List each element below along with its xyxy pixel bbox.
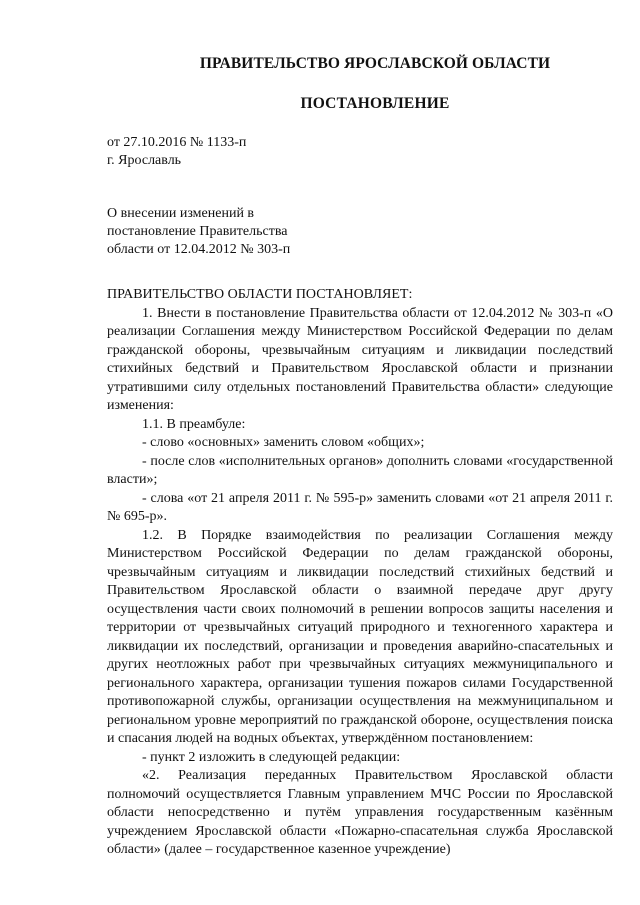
paragraph-1-1: 1.1. В преамбуле: bbox=[142, 416, 246, 432]
government-title: ПРАВИТЕЛЬСТВО ЯРОСЛАВСКОЙ ОБЛАСТИ bbox=[199, 55, 551, 72]
document-body bbox=[107, 286, 613, 860]
subject-line-1: О внесении изменений в bbox=[107, 206, 255, 221]
city: г. Ярославль bbox=[107, 153, 182, 168]
document-meta bbox=[107, 134, 246, 170]
paragraph-1: 1. Внести в постановление Правительства области от 12.04.2012 № 303-п «О реализации Соглашения между Министерством Российской Федерации по делам гражданской обороны, чрезвычайным ситуациям и ликвидации последствий стихийных бедствий и Правительством Ярославской области и признании утратившими силу отдельных постановлений Правительства области» следующие изменения: bbox=[107, 305, 613, 413]
paragraph-1-1-b: - после слов «исполнительных органов» дополнить словами «государственной власти»; bbox=[107, 453, 613, 487]
paragraph-1-2-a: - пункт 2 изложить в следующей редакции: bbox=[142, 749, 401, 765]
date-number: от 27.10.2016 № 1133-п bbox=[107, 135, 247, 150]
subject-line-3: области от 12.04.2012 № 303-п bbox=[107, 242, 291, 257]
subject-line-2: постановление Правительства bbox=[107, 224, 288, 239]
paragraph-1-2-b: «2. Реализация переданных Правительством Ярославской области полномочий осуществляется Главным управлением МЧС России по Ярославской области непосредственно и путём управления государственным казённым учреждением Ярославской области «Пожарно-спасательная служба Ярославской области» (далее – государственное казенное учреждение) bbox=[107, 768, 613, 857]
document-subject bbox=[107, 205, 290, 259]
paragraph-1-1-c: - слова «от 21 апреля 2011 г. № 595-р» заменить словами «от 21 апреля 2011 г. № 695-р». bbox=[107, 490, 613, 524]
paragraph-1-2: 1.2. В Порядке взаимодействия по реализации Соглашения между Министерством Российской Федерации по делам гражданской обороны, чрезвычайным ситуациям и ликвидации последствий стихийных бедствий и Правительством Ярославской области о взаимной передаче друг другу осуществления части своих полномочий в решении вопросов защиты населения и территории от чрезвычайных ситуаций природного и техногенного характера и ликвидации их последствий, организации и проведения аварийно-спасательных и других неотложных работ при чрезвычайных ситуациях межмуниципального и регионального характера, организации тушения пожаров силами Государственной противопожарной службы, организации осуществления на межмуниципальном и региональном уровне мероприятий по гражданской обороне, осуществления поиска и спасания людей на водных объектах, утверждённом постановлением: bbox=[107, 527, 613, 746]
preamble: ПРАВИТЕЛЬСТВО ОБЛАСТИ ПОСТАНОВЛЯЕТ: bbox=[107, 287, 413, 302]
document-type-title: ПОСТАНОВЛЕНИЕ bbox=[300, 95, 450, 112]
paragraph-1-1-a: - слово «основных» заменить словом «общих»; bbox=[142, 435, 425, 450]
